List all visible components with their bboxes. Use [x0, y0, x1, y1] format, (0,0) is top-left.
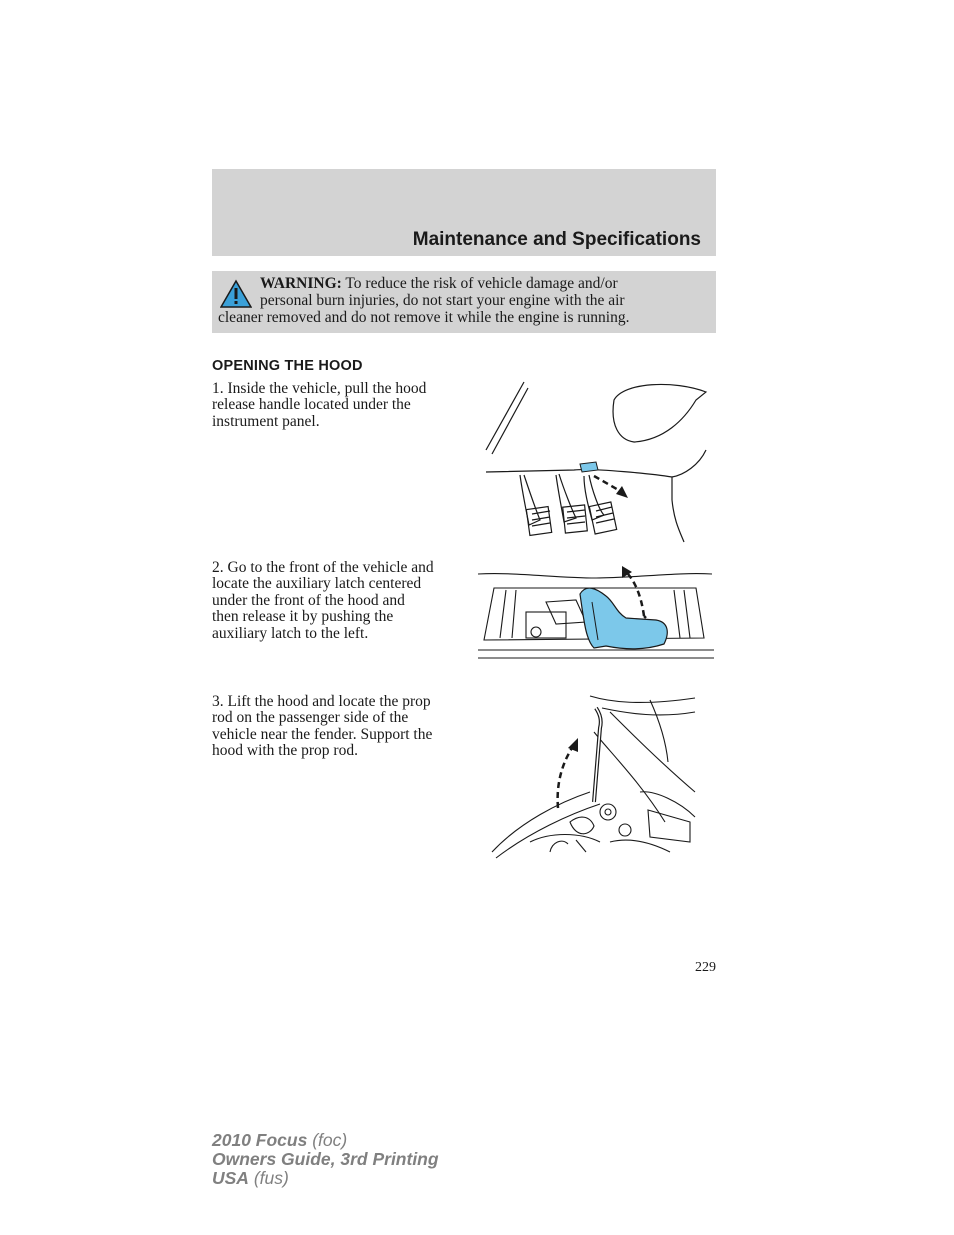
footer-region-code: (fus)	[253, 1168, 289, 1188]
warning-line-1: To reduce the risk of vehicle damage and/or	[345, 275, 618, 292]
warning-line-2: personal burn injuries, do not start your engine with the air	[260, 292, 625, 309]
step-2-text	[212, 560, 467, 642]
page-number: 229	[695, 960, 716, 975]
prop-rod-illustration	[490, 692, 700, 860]
footer-guide: Owners Guide, 3rd Printing	[212, 1149, 439, 1169]
hood-release-handle-illustration	[484, 380, 716, 545]
footer-model: 2010 Focus	[212, 1130, 308, 1150]
warning-line-3: cleaner removed and do not remove it while the engine is running.	[218, 309, 630, 326]
step-3-line-2: rod on the passenger side of the	[212, 709, 409, 727]
section-header-band	[212, 169, 716, 256]
footer-model-code: (foc)	[312, 1130, 348, 1150]
document-footer	[212, 1131, 439, 1188]
warning-label: WARNING:	[260, 275, 342, 292]
step-2-line-3: under the front of the hood and	[212, 591, 405, 609]
page-title: Maintenance and Specifications	[412, 229, 701, 250]
step-1-line-1: 1. Inside the vehicle, pull the hood	[212, 380, 427, 397]
step-3-line-3: vehicle near the fender. Support the	[212, 725, 433, 743]
warning-box	[212, 271, 716, 333]
step-1-line-3: instrument panel.	[212, 412, 320, 430]
footer-region: USA	[212, 1168, 249, 1188]
step-3-line-1: 3. Lift the hood and locate the prop	[212, 693, 431, 710]
auxiliary-latch-illustration	[476, 562, 716, 664]
step-2-line-1: 2. Go to the front of the vehicle and	[212, 559, 434, 576]
step-2-line-4: then release it by pushing the	[212, 608, 394, 626]
step-1-line-2: release handle located under the	[212, 396, 411, 414]
step-2-line-2: locate the auxiliary latch centered	[212, 575, 422, 593]
step-3-line-4: hood with the prop rod.	[212, 742, 358, 760]
step-2-line-5: auxiliary latch to the left.	[212, 624, 369, 642]
warning-text	[218, 275, 708, 326]
step-3-text	[212, 694, 467, 760]
section-heading: OPENING THE HOOD	[212, 358, 363, 374]
step-1-text	[212, 381, 467, 430]
